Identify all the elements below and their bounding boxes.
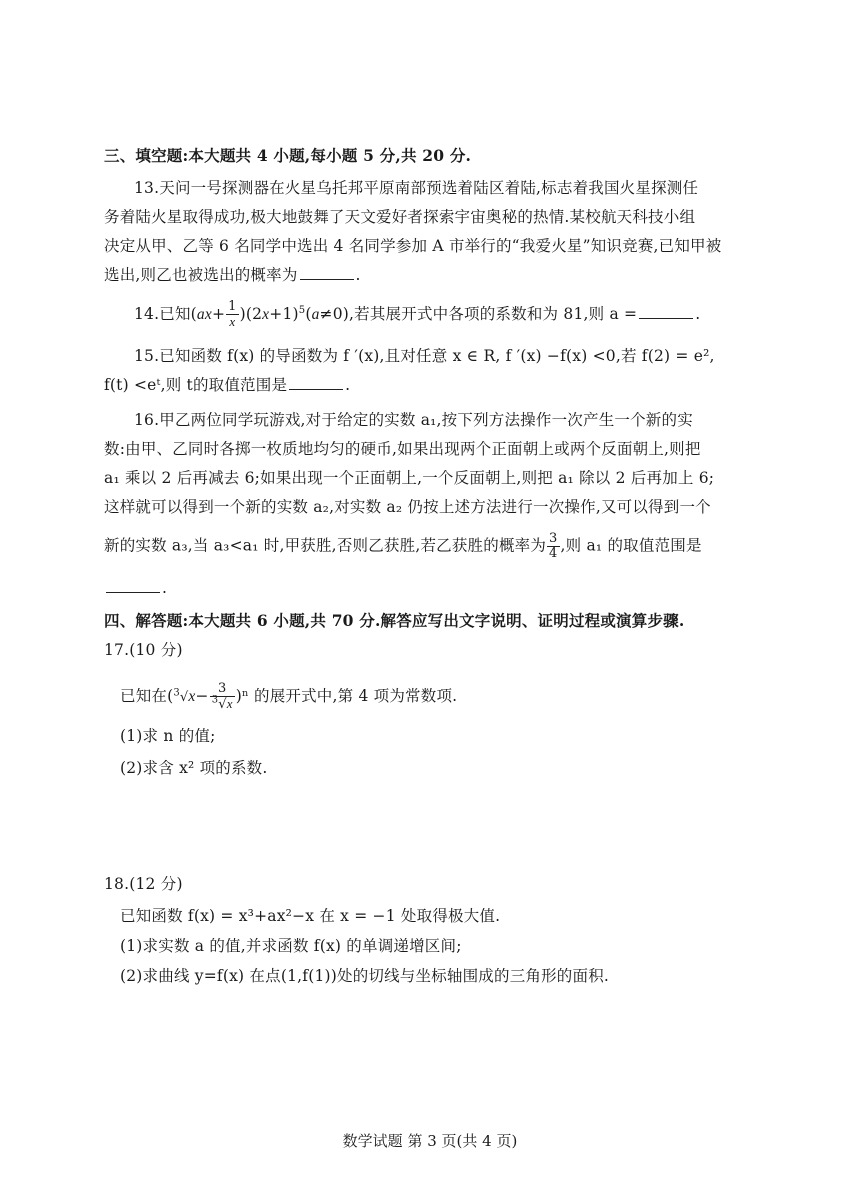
q17-part1: (1)求 n 的值; <box>120 727 216 745</box>
q18-part1: (1)求实数 a 的值,并求函数 f(x) 的单调递增区间; <box>120 937 462 955</box>
q17-frac-num: 3 <box>210 682 235 697</box>
q17-stem-a: 已知在( <box>120 687 174 705</box>
q16-line1: 16.甲乙两位同学玩游戏,对于给定的实数 a₁,按下列方法操作一次产生一个新的实 <box>134 411 693 429</box>
q16-fraction <box>547 532 559 561</box>
q17-stem-b: )ⁿ 的展开式中,第 4 项为常数项. <box>235 687 458 705</box>
section3-heading: 三、填空题:本大题共 4 小题,每小题 5 分,共 20 分. <box>104 146 472 165</box>
q15-answer-blank <box>289 375 343 390</box>
q13-line3: 决定从甲、乙等 6 名同学中选出 4 名同学参加 A 市举行的“我爱火星”知识竞赛,已知甲被 <box>104 237 722 255</box>
page-footer: 数学试题 第 3 页(共 4 页) <box>342 1132 518 1150</box>
q16-line5 <box>104 532 760 561</box>
q13-answer-blank <box>300 265 354 280</box>
q14-suffix: ,若其展开式中各项的系数和为 81,则 a = <box>349 305 638 323</box>
q17-stem: 已知在($^3$√x− $\frac{3}{^3√x}$ )ⁿ 的展开式中,第 4 项为常数项. <box>120 681 458 712</box>
q14-line: 14.已知(ax+ $\frac{1}{x}$ )$(2x+1)^5(a\ne 0)$,若其展开式中各项的系数和为 81,则 a = . <box>134 299 701 329</box>
q14-prefix: 14.已知( <box>134 305 197 323</box>
q14-end: . <box>695 305 701 323</box>
q13-line4 <box>104 265 760 285</box>
q16-line6 <box>104 578 760 598</box>
q16-frac-num: 3 <box>549 531 558 546</box>
q15-line2 <box>104 375 760 395</box>
q16-answer-blank <box>106 578 160 593</box>
q15-line1: 15.已知函数 f(x) 的导函数为 f ′(x),且对任意 x ∈ R, f ′(x) −f(x) <0,若 f(2) = e², <box>134 347 715 365</box>
q15-end: . <box>345 376 351 394</box>
q13-line4-text: 选出,则乙也被选出的概率为 <box>104 266 298 284</box>
q14-fraction <box>226 300 238 330</box>
q15-line2-text: f(t) <eᵗ,则 t的取值范围是 <box>104 376 288 394</box>
q18-stem: 已知函数 f(x) = x³+ax²−x 在 x = −1 处取得极大值. <box>120 907 501 925</box>
q16-line5-text: 新的实数 a₃,当 a₃<a₁ 时,甲获胜,否则乙获胜,若乙获胜的概率为 <box>104 536 547 555</box>
q16-frac-den: 4 <box>549 546 558 561</box>
q16-line3: a₁ 乘以 2 后再减去 6;如果出现一个正面朝上,一个反面朝上,则把 a₁ 除以 2 后再加上 6; <box>104 469 715 487</box>
q16-line4: 这样就可以得到一个新的实数 a₂,对实数 a₂ 仍按上述方法进行一次操作,又可以得到一个 <box>104 498 711 516</box>
q16-line2: 数:由甲、乙同时各掷一枚质地均匀的硬币,如果出现两个正面朝上或两个反面朝上,则把 <box>104 440 701 458</box>
q17-part2: (2)求含 x² 项的系数. <box>120 759 268 777</box>
q13-end: . <box>355 266 361 284</box>
q17-fraction <box>210 682 235 712</box>
q13-line2: 务着陆火星取得成功,极大地鼓舞了天文爱好者探索宇宙奥秘的热情.某校航天科技小组 <box>104 208 696 226</box>
q14-frac-den: x <box>229 314 236 329</box>
q16-line5-tail: ,则 a₁ 的取值范围是 <box>560 536 702 555</box>
q17-title: 17.(10 分) <box>104 641 183 659</box>
q14-frac-num: 1 <box>228 299 237 314</box>
section4-heading: 四、解答题:本大题共 6 小题,共 70 分.解答应写出文字说明、证明过程或演算步骤. <box>104 611 685 630</box>
q17-frac-den: $^3$√x <box>211 694 233 712</box>
q16-end: . <box>162 579 168 597</box>
q14-answer-blank <box>639 304 693 319</box>
q18-title: 18.(12 分) <box>104 875 183 893</box>
cube-root-icon: $^3$√ <box>173 687 189 705</box>
q13-line1: 13.天问一号探测器在火星乌托邦平原南部预选着陆区着陆,标志着我国火星探测任 <box>134 179 699 197</box>
q18-part2: (2)求曲线 y=f(x) 在点(1,f(1))处的切线与坐标轴围成的三角形的面积. <box>120 967 610 985</box>
